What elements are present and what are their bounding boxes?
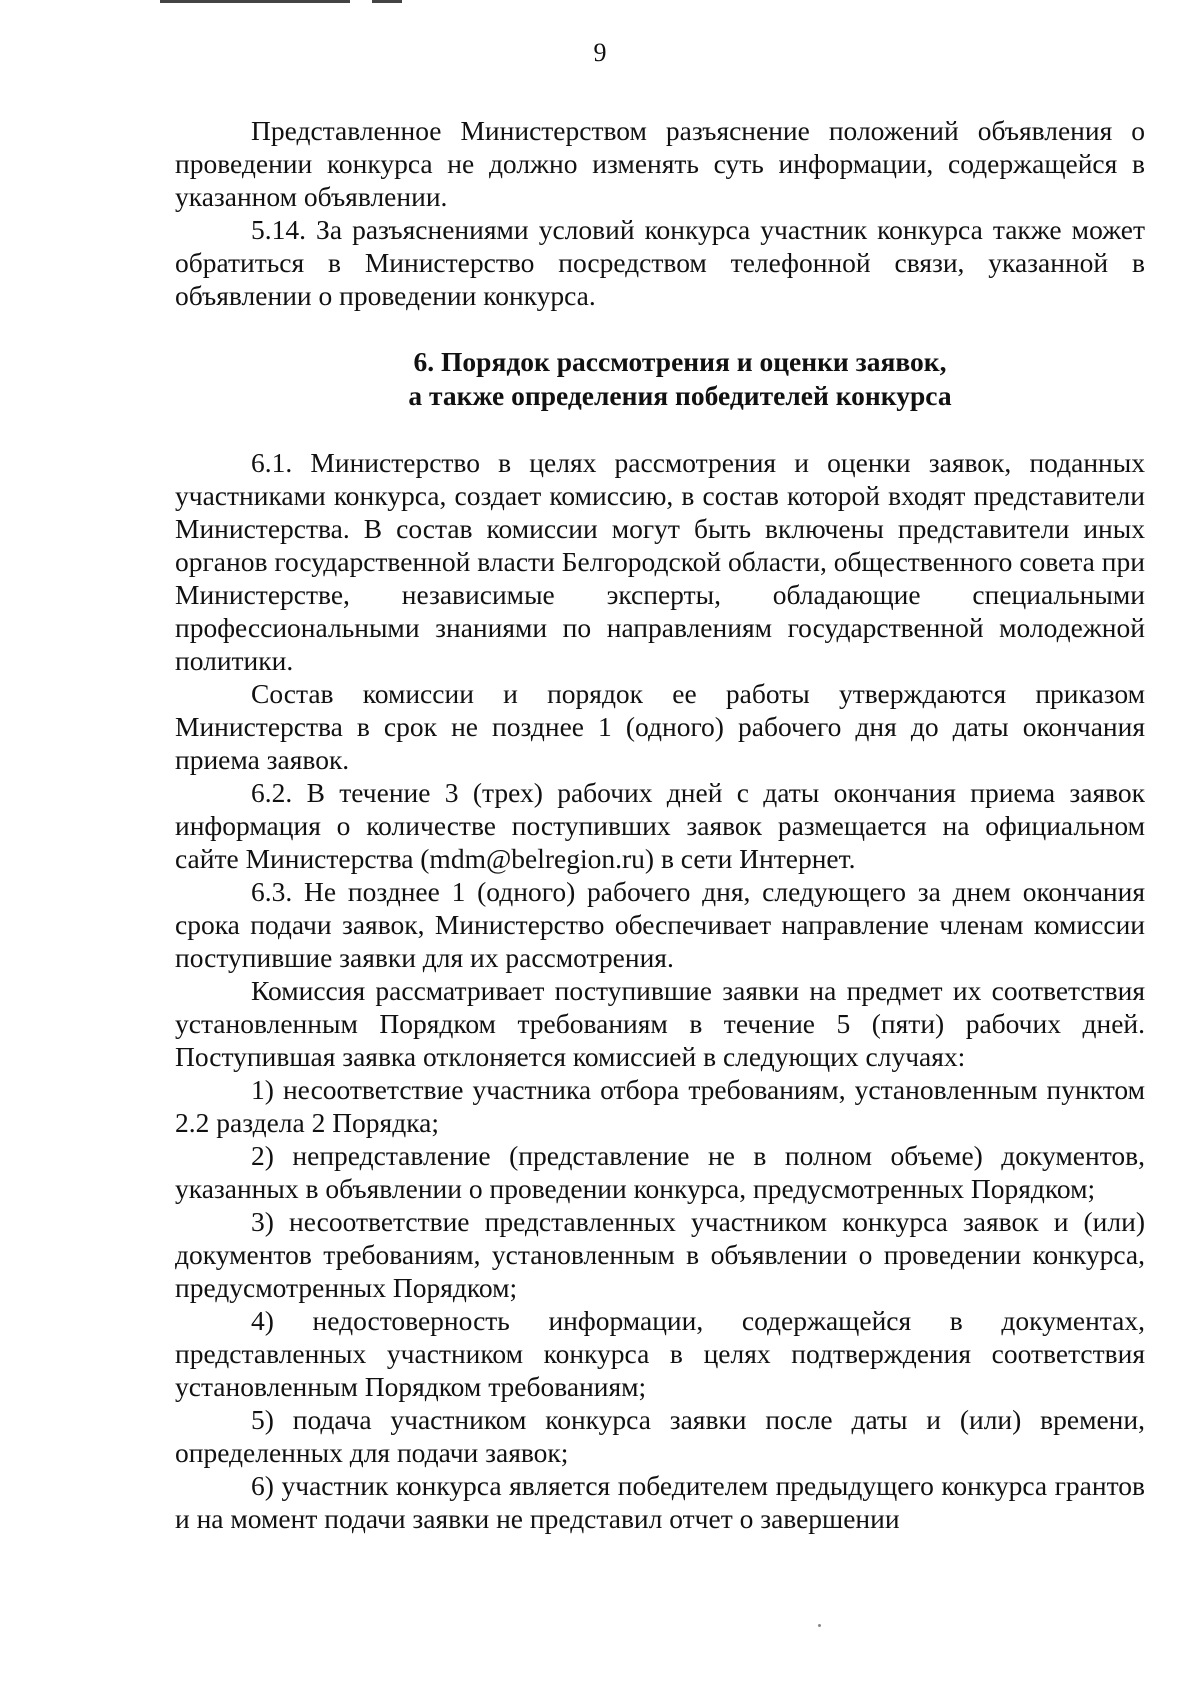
list-item-6: 6) участник конкурса является победителем предыдущего конкурса грантов и на момент подачи заявки не представил отчет о завершении	[175, 1470, 1145, 1534]
paragraph: 5.14. За разъяснениями условий конкурса участник конкурса также может обратиться в Министерство посредством телефонной связи, указанной в объявлении о проведении конкурса.	[175, 214, 1145, 311]
list-item-1: 1) несоответствие участника отбора требованиям, установленным пунктом 2.2 раздела 2 Порядка;	[175, 1074, 1145, 1138]
paragraph-commission-composition: Состав комиссии и порядок ее работы утверждаются приказом Министерства в срок не позднее 1 (одного) рабочего дня до даты окончания приема заявок.	[175, 678, 1145, 775]
paragraph-commission-review: Комиссия рассматривает поступившие заявки на предмет их соответствия установленным Порядком требованиям в течение 5 (пяти) рабочих дней. Поступившая заявка отклоняется комиссией в следующих случаях:	[175, 975, 1145, 1072]
paragraph: Представленное Министерством разъяснение положений объявления о проведении конкурса не должно изменять суть информации, содержащейся в указанном объявлении.	[175, 115, 1145, 212]
list-item-2: 2) непредставление (представление не в полном объеме) документов, указанных в объявлении о проведении конкурса, предусмотренных Порядком;	[175, 1140, 1145, 1204]
list-item-4: 4) недостоверность информации, содержащейся в документах, представленных участником конкурса в целях подтверждения соответствия установленным Порядком требованиям;	[175, 1305, 1145, 1402]
section-heading-line-1: 6. Порядок рассмотрения и оценки заявок,	[413, 346, 947, 377]
paragraph-6-3: 6.3. Не позднее 1 (одного) рабочего дня, следующего за днем окончания срока подачи заявок, Министерство обеспечивает направление членам комиссии поступившие заявки для их рассмотрения.	[175, 876, 1145, 973]
paragraph-6-2: 6.2. В течение 3 (трех) рабочих дней с даты окончания приема заявок информация о количестве поступивших заявок размещается на официальном сайте Министерства (mdm@belregion.ru) в сети Интернет.	[175, 777, 1145, 874]
page-number: 9	[593, 38, 607, 67]
scan-edge-mark-left	[160, 0, 350, 3]
section-heading-line-2: а также определения победителей конкурса	[408, 380, 952, 411]
paragraph-6-1: 6.1. Министерство в целях рассмотрения и оценки заявок, поданных участниками конкурса, создает комиссию, в состав которой входят представители Министерства. В состав комиссии могут быть включены представители иных органов государственной власти Белгородской области, общественного совета при Министерстве, независимые эксперты, обладающие специальными профессиональными знаниями по направлениям государственной молодежной политики.	[175, 447, 1145, 676]
scan-edge-mark-right	[372, 0, 402, 3]
list-item-3: 3) несоответствие представленных участником конкурса заявок и (или) документов требованиям, установленным в объявлении о проведении конкурса, предусмотренных Порядком;	[175, 1206, 1145, 1303]
scan-speck	[818, 1624, 821, 1627]
list-item-5: 5) подача участником конкурса заявки после даты и (или) времени, определенных для подачи заявок;	[175, 1404, 1145, 1468]
section-heading	[175, 345, 1145, 413]
document-body	[175, 114, 1145, 1535]
